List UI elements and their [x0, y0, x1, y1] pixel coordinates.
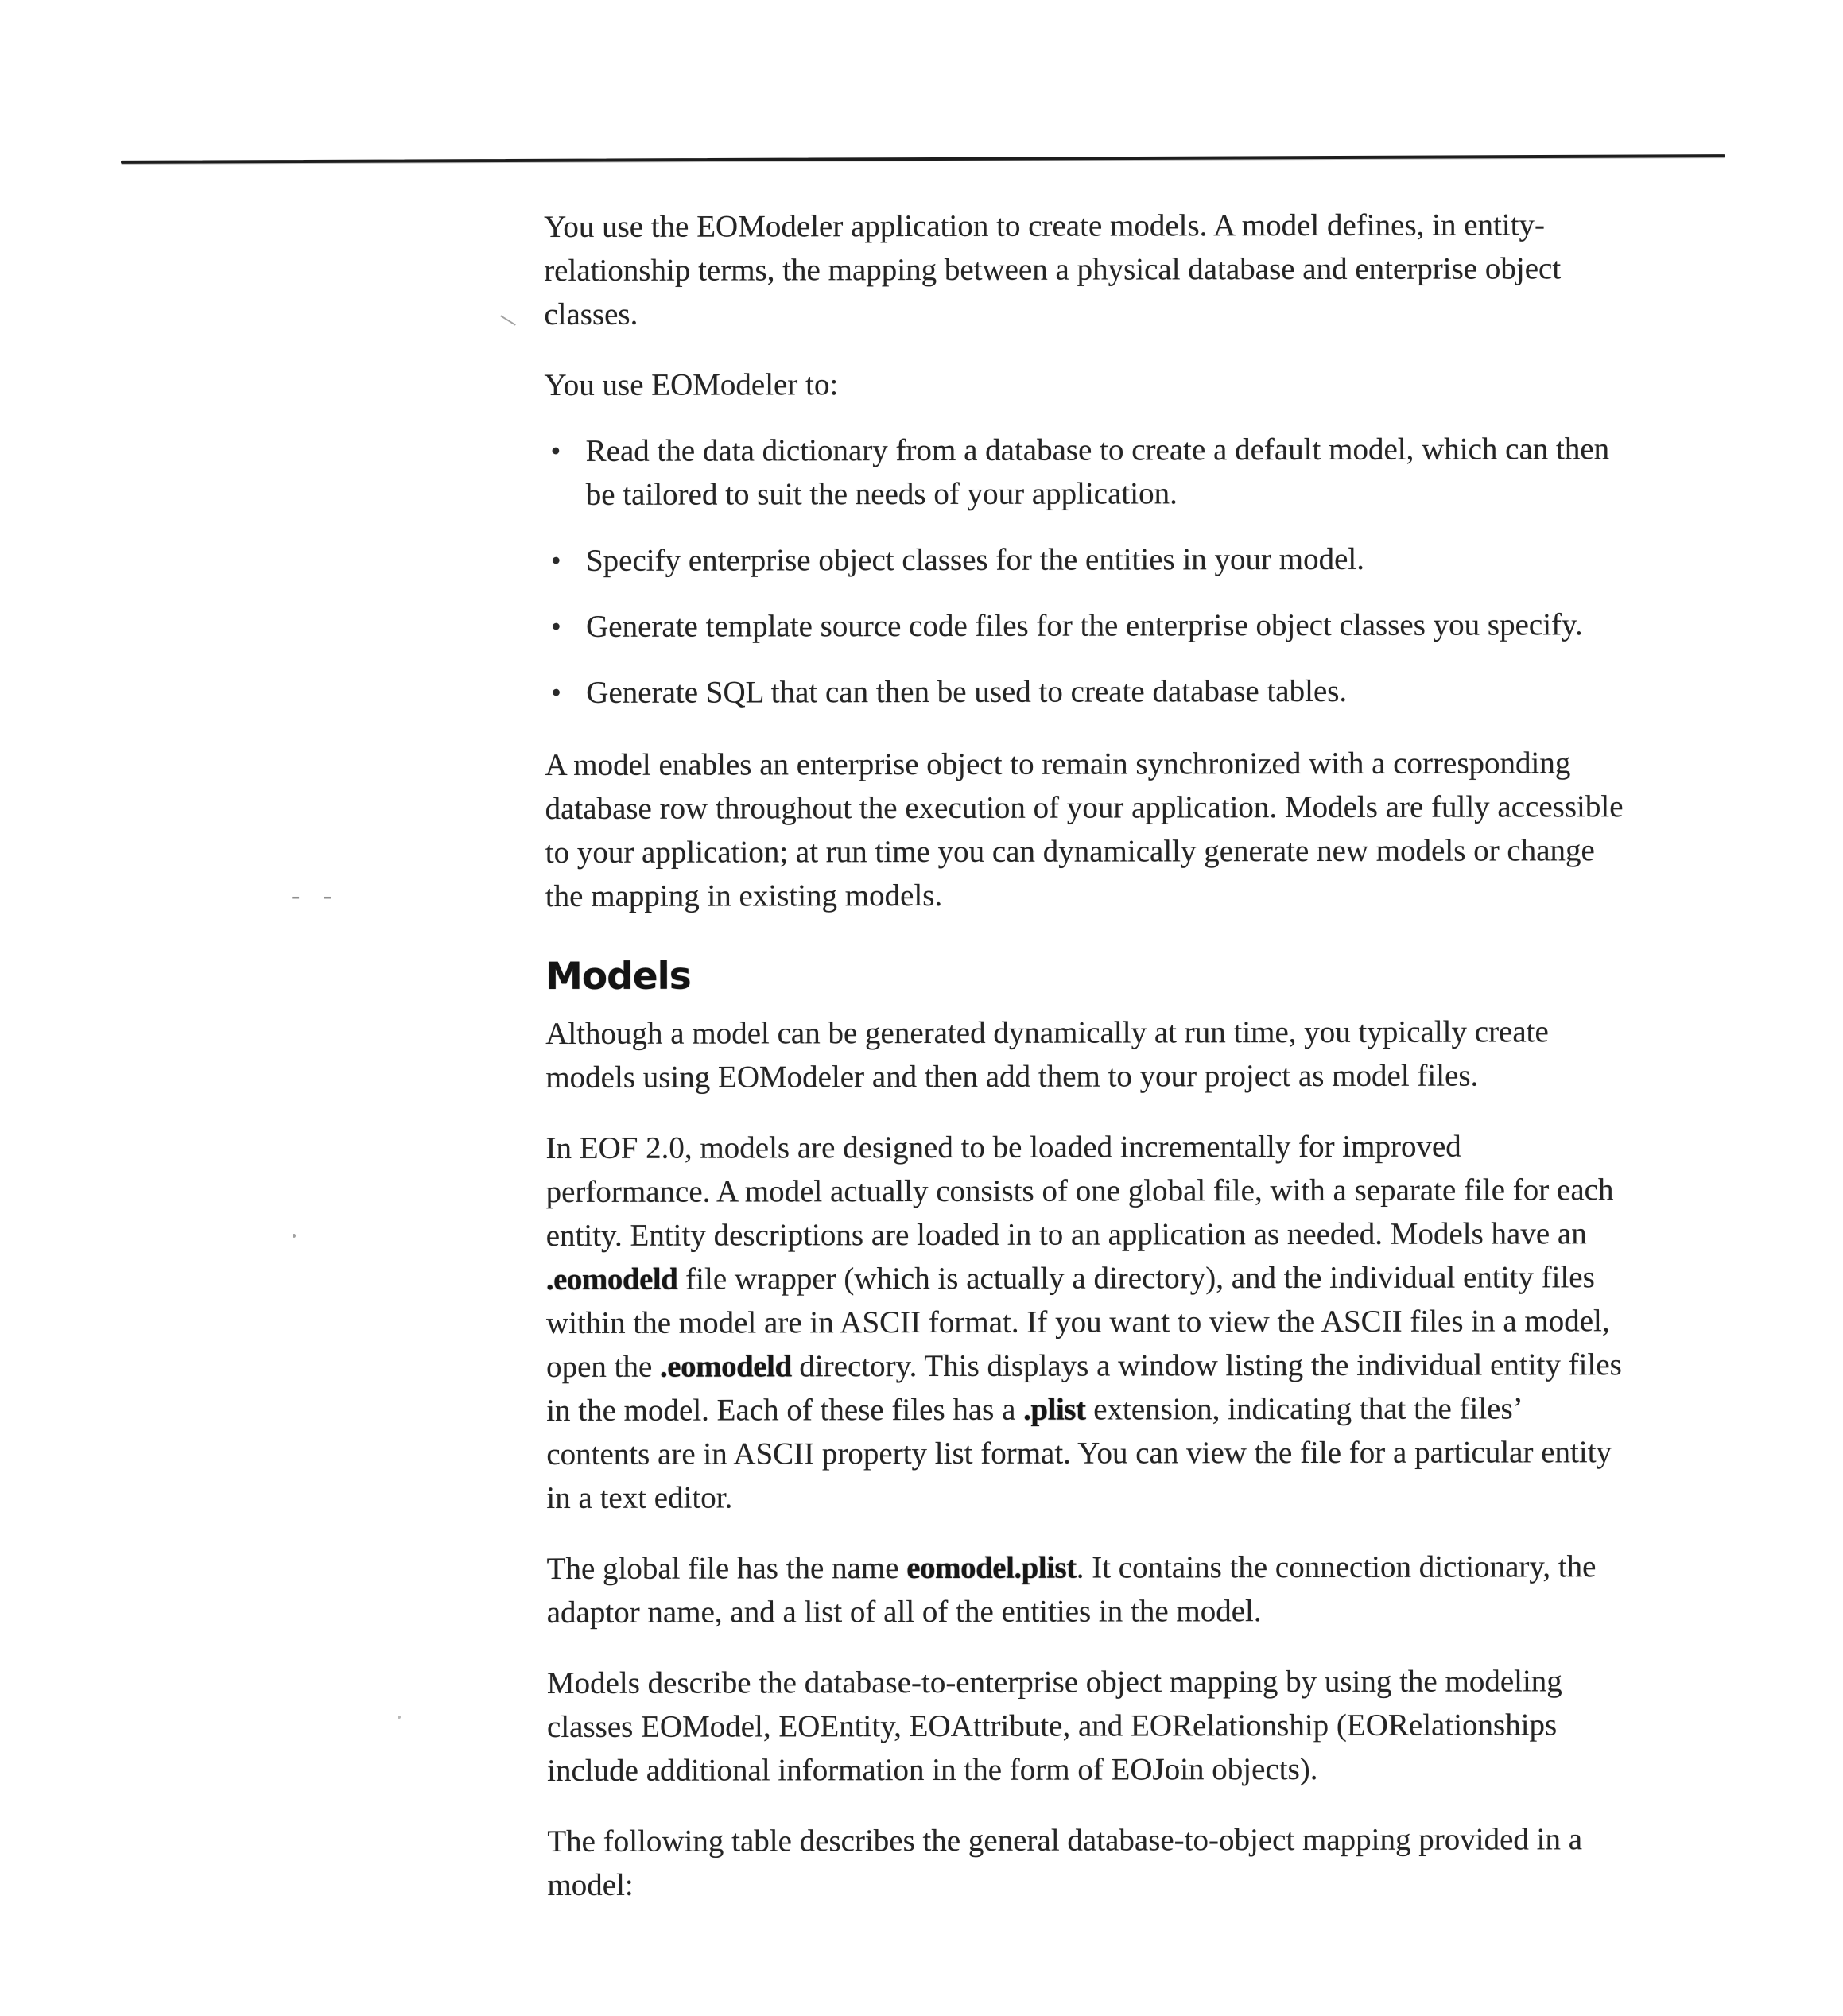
text-segment: The global file has the name: [546, 1551, 907, 1586]
eomodeler-uses-list: [545, 427, 1627, 715]
bullet-item-read-dictionary: • Read the data dictionary from a database to create a default model, which can then be tailored to suit the needs of your application.: [586, 427, 1626, 517]
scan-artifact-tick: [500, 315, 516, 325]
filename-eomodeld: .eomodeld: [545, 1262, 678, 1297]
bullet-item-generate-templates: • Generate template source code files for the enterprise object classes you specify.: [586, 603, 1626, 649]
text-segment: directory. This displays a window listing the individual entity files in the model. Each of these files has a: [546, 1347, 1622, 1428]
filename-plist: .plist: [1023, 1392, 1086, 1427]
document-content: [544, 203, 1629, 1934]
text-segment: . It contains the connection dictionary, the adaptor name, and a list of all of the entities in the model.: [546, 1549, 1597, 1630]
filename-eomodeld: .eomodeld: [659, 1349, 792, 1384]
scan-artifact-dot: [398, 1716, 401, 1719]
header-rule: [121, 154, 1725, 164]
models-paragraph-table-intro: The following table describes the general database-to-object mapping provided in a model:: [547, 1822, 1583, 1902]
filename-eomodel-plist: eomodel.plist: [906, 1550, 1077, 1586]
bullet-item-specify-classes: • Specify enterprise object classes for the entities in your model.: [586, 537, 1626, 583]
intro-paragraph-eomodeler: You use the EOModeler application to create models. A model defines, in entity-relationship terms, the mapping between a physical database and enterprise object classes.: [544, 207, 1562, 331]
models-paragraph-eof20: [545, 1124, 1628, 1520]
models-paragraph-classes: Models describe the database-to-enterprise object mapping by using the modeling classes EOModel, EOEntity, EOAttribute, and EORelationship (EORelationships include additional information in the form of EOJoin objects).: [546, 1664, 1562, 1788]
model-sync-paragraph: A model enables an enterprise object to remain synchronized with a corresponding database row throughout the execution of your application. Models are fully accessible to your application; at run time you can dynamically generate new models or change the mapping in existing models.: [545, 746, 1624, 913]
scan-artifact-dashes: - -: [291, 881, 340, 910]
models-paragraph-overview: Although a model can be generated dynamically at run time, you typically create models using EOModeler and then add them to your project as model files.: [545, 1014, 1549, 1095]
scan-artifact-dot: [293, 1234, 296, 1238]
section-heading-models: Models: [545, 954, 691, 998]
models-paragraph-global-file: [547, 1545, 1628, 1634]
text-segment: extension, indicating that the files’ contents are in ASCII property list format. You can view the file for a particular entity in a text editor.: [546, 1391, 1612, 1515]
text-segment: In EOF 2.0, models are designed to be loaded incrementally for improved performance. A model actually consists of one global file, with a separate file for each entity. Entity descriptions are loaded in to an application as needed. Models have an: [545, 1129, 1614, 1253]
intro-lead-in: You use EOModeler to:: [544, 367, 839, 402]
text-segment: file wrapper (which is actually a directory), and the individual entity files within the model are in ASCII format. If you want to view the ASCII files in a model, open the: [545, 1260, 1610, 1384]
bullet-item-generate-sql: • Generate SQL that can then be used to create database tables.: [586, 669, 1626, 715]
